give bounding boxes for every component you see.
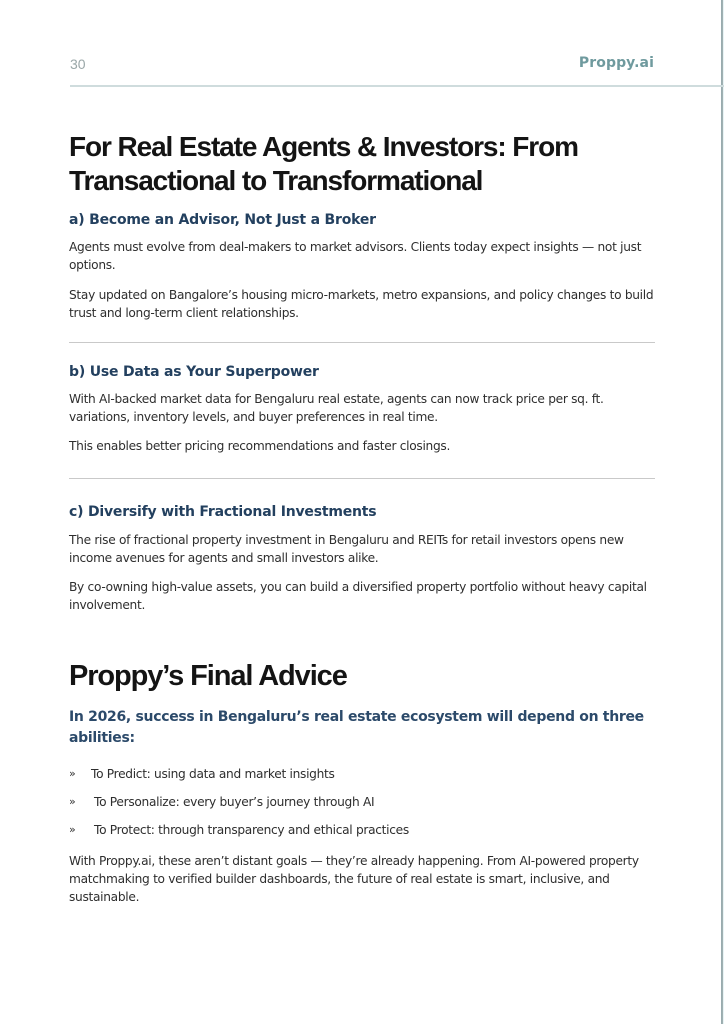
header-divider (70, 85, 724, 87)
list-item-text: To Personalize: every buyer’s journey through AI (94, 795, 375, 809)
paragraph-data-2: This enables better pricing recommendations and faster closings. (69, 439, 451, 453)
paragraph-advisor-2: Stay updated on Bangalore’s housing micro-markets, metro expansions, and policy changes to build trust and long-term client relationships. (69, 288, 654, 320)
section-divider (69, 342, 655, 343)
subsection-heading-data: b) Use Data as Your Superpower (69, 364, 319, 380)
list-item-text: To Protect: through transparency and ethical practices (94, 823, 409, 837)
paragraph-advisor-1: Agents must evolve from deal-makers to market advisors. Clients today expect insights — not just options. (69, 240, 642, 272)
section-title-agents: For Real Estate Agents & Investors: From Transactional to Transformational (69, 131, 578, 196)
list-item (69, 821, 659, 849)
advice-lead: In 2026, success in Bengaluru’s real estate ecosystem will depend on three abilities: (69, 709, 644, 746)
list-item-text: To Predict: using data and market insights (91, 767, 335, 781)
abilities-list (69, 765, 659, 849)
page-header (70, 53, 724, 87)
page-number: 30 (70, 56, 86, 72)
subsection-heading-advisor: a) Become an Advisor, Not Just a Broker (69, 212, 376, 228)
chevron-double-right-icon: » (69, 823, 76, 836)
paragraph-fractional-1: The rise of fractional property investment in Bengaluru and REITs for retail investors opens new income avenues for agents and small investors alike. (69, 533, 624, 565)
paragraph-data-1: With AI-backed market data for Bengaluru real estate, agents can now track price per sq. ft. variations, inventory levels, and buyer preferences in real time. (69, 392, 604, 424)
list-item (69, 765, 659, 793)
section-title-advice: Proppy’s Final Advice (69, 660, 347, 692)
subsection-heading-fractional: c) Diversify with Fractional Investments (69, 504, 377, 520)
paragraph-fractional-2: By co-owning high-value assets, you can build a diversified property portfolio without heavy capital involvement. (69, 580, 647, 612)
brand-name: Proppy.ai (578, 55, 654, 71)
chevron-double-right-icon: » (69, 795, 76, 808)
closing-paragraph: With Proppy.ai, these aren’t distant goals — they’re already happening. From AI-powered property matchmaking to verified builder dashboards, the future of real estate is smart, inclusive, and sustainable. (69, 854, 639, 904)
list-item (69, 793, 659, 821)
chevron-double-right-icon: » (69, 767, 76, 780)
section-divider (69, 478, 655, 479)
